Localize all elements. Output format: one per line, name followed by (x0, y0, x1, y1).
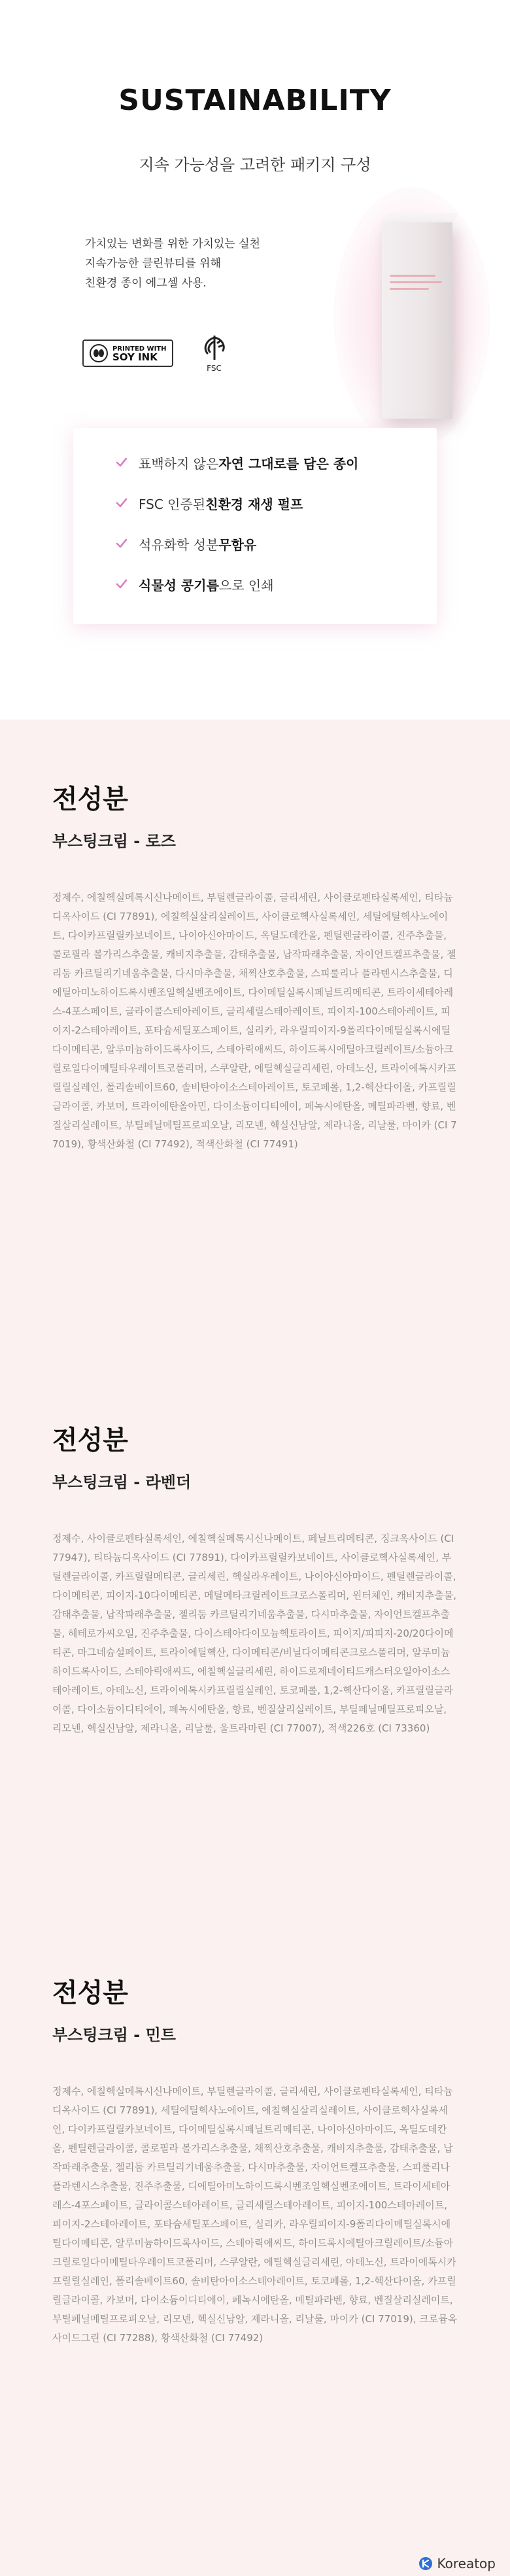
features-card (73, 428, 437, 624)
feature-bold: 식물성 콩기름 (139, 577, 219, 593)
soy-ink-logo (82, 339, 173, 367)
intro-line: 친환경 종이 에그셀 사용. (85, 277, 207, 290)
intro-line: 가치있는 변화를 위한 가치있는 실천 (85, 237, 260, 251)
product-box-image (382, 222, 452, 419)
page-subtitle: 지속 가능성을 고려한 패키지 구성 (139, 156, 371, 174)
ingredients-text: 정제수, 사이클로펜타실록세인, 에칠헥실메톡시신나메이트, 페닐트리메티콘, 징크옥사이드 (CI 77947), 티타늄디옥사이드 (CI 77891), 다이카프릴릴카보네이트, 사이클로헥사실록세인, 부틸렌글라이콜, 카프릴릴메티콘, 글리세린, 헥실라우레이트, 나이아신아마이드, 펜틸렌글라이콜, 다이메티콘, 피이지-10다이메티콘, 메틸메타크릴레이트크로스폴리머, 윈터체인, 캐비지추출물, 감태추출물, 납작파래추출물, 젤리둠 카르틸리기네움추출물, 다시마추출물, 자이언트켈프추출물, 헤테로가씨오일, 진주추출물, 다이스테아다이모늄헥토라이트, 피이지/피피지-20/20다이메티콘, 마그네슘설페이트, 트라이에틸헥산, 다이메티콘/비닐다이메티콘크로스폴리머, 알루미늄하이드록사이드, 스테아릭애씨드, 에칠헥실글리세린, 하이드로제네이티드캐스터오일아이소스테아레이트, 아데노신, 트라이에톡시카프릴릴실레인, 토코페롤, 1,2-헥산다이올, 카프릴릴글라이콜, 다이소듐이디티에이, 페녹시에탄올, 향료, 벤질살리실레이트, 부틸페닐메틸프로피오날, 리모넨, 헥실신남알, 제라니올, 리날룰, 울트라마린 (CI 77007), 적색226호 (CI 73360) (52, 1533, 457, 1734)
brand-watermark (418, 2556, 496, 2571)
feature-text: 표백하지 않은 (139, 455, 219, 472)
product-name: 부스팅크림 - 로즈 (52, 832, 176, 850)
ingredients-text: 정제수, 에칠헥실메톡시신나메이트, 부틸렌글라이콜, 글리세린, 사이클로펜타실록세인, 티타늄디옥사이드 (CI 77891), 에칠헥실살리실레이트, 사이클로헥사실록세인, 세틸에틸헥사노에이트, 다이카프릴릴카보네이트, 나이아신아마이드, 옥틸도데칸올, 펜틸렌글라이콜, 진주추출물, 콜로필라 볼가리스추출물, 캐비지추출물, 감태추출물, 납작파래추출물, 자이언트켈프추출물, 젤리둠 카르틸리기네움추출물, 다시마추출물, 채찍산호추출물, 스피룰리나 플라텐시스추출물, 디에틸아미노하이드록시벤조일헥실벤조에이트, 다이메틸실록시페닐트리메티콘, 트라이세테아레스-4포스페이트, 글라이콜스테아레이트, 글리세릴스테아레이트, 피이지-100스테아레이트, 피이지-2스테아레이트, 포타슘세틸포스페이트, 실리카, 라우릴피이지-9폴리다이메틸실록시에틸다이메티콘, 알루미늄하이드록사이드, 스테아릭애씨드, 하이드록시에틸아크릴레이트/소듐아크릴로일다이메틸타우레이트코폴리머, 스쿠알란, 에틸헥실글리세린, 아데노신, 트라이에톡시카프릴릴실레인, 폴리솔베이트60, 솔비탄아이소스테아레이트, 토코페롤, 1,2-헥산다이올, 카프릴릴글라이콜, 카보머, 트라이에탄올아민, 다이소듐이디티에이, 페녹시에탄올, 메틸파라벤, 향료, 벤질살리실레이트, 부틸페닐메틸프로피오날, 리모넨, 헥실신남알, 제라니올, 리날룰, 마이카 (CI 77019), 황색산화철 (CI 77492), 적색산화철 (CI 77491) (52, 892, 457, 1150)
feature-item (115, 453, 358, 472)
check-icon (115, 496, 128, 510)
soy-logo-line1: PRINTED WITH (112, 345, 167, 353)
soybean-icon (89, 343, 109, 363)
feature-bold: 무함유 (218, 536, 257, 553)
box-print-line (390, 281, 442, 283)
ingredients-heading: 전성분 (52, 784, 128, 814)
intro-text (85, 234, 320, 293)
feature-item (115, 574, 274, 594)
intro-line: 지속가능한 클린뷰티를 위해 (85, 257, 221, 270)
page-title: SUSTAINABILITY (118, 84, 392, 117)
box-print-line (390, 288, 429, 290)
certification-logos (82, 334, 230, 373)
feature-item (115, 493, 303, 513)
ingredients-heading: 전성분 (52, 1978, 128, 2008)
feature-text: FSC 인증된 (139, 496, 206, 512)
check-icon (115, 456, 128, 469)
brand-name: Koreatop (437, 2556, 496, 2571)
feature-text: 으로 인쇄 (218, 577, 274, 593)
koreatop-logo-icon (418, 2556, 434, 2571)
ingredients-heading: 전성분 (52, 1425, 128, 1455)
fsc-label: FSC (207, 364, 222, 373)
fsc-logo (199, 334, 230, 373)
product-name: 부스팅크림 - 민트 (52, 2026, 176, 2044)
feature-bold: 친환경 재생 펄프 (205, 496, 303, 512)
check-icon (115, 537, 128, 550)
feature-bold: 자연 그대로를 담은 종이 (218, 455, 359, 472)
box-print-line (390, 275, 435, 277)
check-icon (115, 578, 128, 591)
feature-item (115, 534, 256, 553)
ingredients-text: 정제수, 에칠헥실메톡시신나메이트, 부틸렌글라이콜, 글리세린, 사이클로펜타실록세인, 티타늄디옥사이드 (CI 77891), 세틸에틸헥사노에이트, 에칠헥실살리실레이트, 사이클로헥사실록세인, 다이카프릴릴카보네이트, 다이메틸실록시페닐트리메티콘, 나이아신아마이드, 옥틸도데칸올, 펜틸렌글라이콜, 콜로필라 볼가리스추출물, 채찍산호추출물, 캐비지추출물, 감태추출물, 납작파래추출물, 젤리둠 카르틸리기네움추출물, 다시마추출물, 자이언트켈프추출물, 스피룰리나 플라텐시스추출물, 진주추출물, 디에틸아미노하이드록시벤조일헥실벤조에이트, 트라이세테아레스-4포스페이트, 글라이콜스테아레이트, 글리세릴스테아레이트, 피이지-100스테아레이트, 피이지-2스테아레이트, 포타슘세틸포스페이트, 실리카, 라우릴피이지-9폴리다이메틸실록시에틸다이메티콘, 알루미늄하이드록사이드, 스테아릭애씨드, 하이드록시에틸아크릴레이트/소듐아크릴로일다이메틸타우레이트코폴리머, 스쿠알란, 에틸헥실글리세린, 아데노신, 트라이에톡시카프릴릴실레인, 폴리솔베이트60, 솔비탄아이소스테아레이트, 토코페롤, 1,2-헥산다이올, 카프릴릴글라이콜, 카보머, 다이소듐이디티에이, 페녹시에탄올, 메틸파라벤, 향료, 벤질살리실레이트, 부틸페닐메틸프로피오날, 리모넨, 헥실신남알, 제라니올, 리날룰, 마이카 (CI 77019), 크로뮴옥사이드그린 (CI 77288), 황색산화철 (CI 77492) (52, 2085, 458, 2344)
feature-text: 석유화학 성분 (139, 536, 219, 553)
soy-logo-line2: SOY INK (112, 351, 158, 363)
fsc-tree-icon (199, 334, 230, 362)
product-name: 부스팅크림 - 라벤더 (52, 1473, 192, 1491)
